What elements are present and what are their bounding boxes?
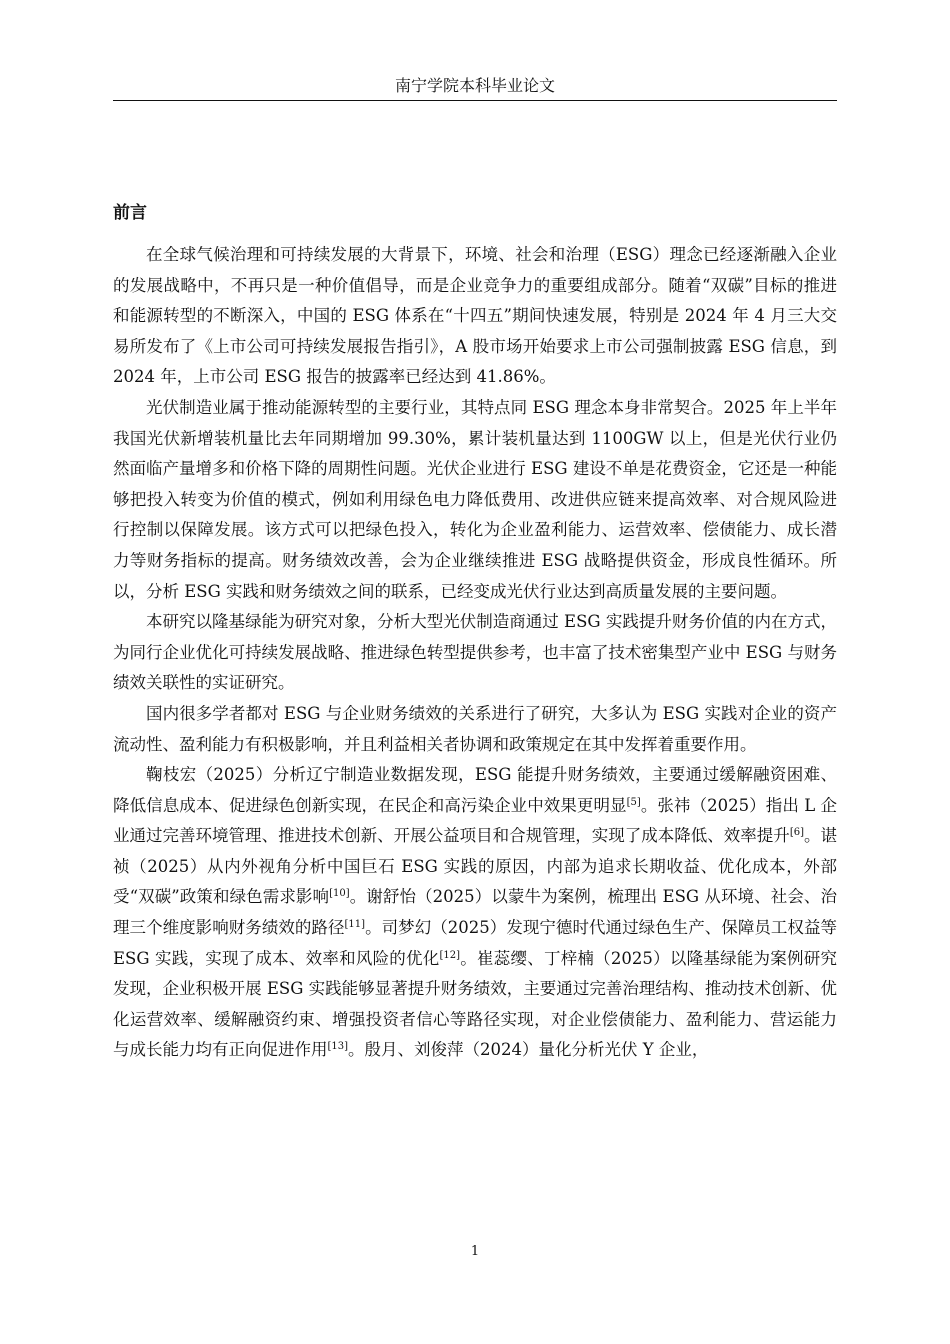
paragraph-text: 。司梦幻（2025）发现宁德时代通过绿色生产、保障员工权益等 ESG 实践，实现了成本、效率和风险的优化 <box>113 918 838 968</box>
body-paragraph <box>113 760 837 1066</box>
paragraph-text: 光伏制造业属于推动能源转型的主要行业，其特点同 ESG 理念本身非常契合。2025 年上半年我国光伏新增装机量比去年同期增加 99.30%，累计装机量达到 1100GW 以上，但是光伏行业仍然面临产量增多和价格下降的周期性问题。光伏企业进行 ESG 建设不单是花费资金，它还是一种能够把投入转变为价值的模式，例如利用绿色电力降低费用、改进供应链来提高效率、对合规风险进行控制以保障发展。该方式可以把绿色投入，转化为企业盈利能力、运营效率、偿债能力、成长潜力等财务指标的提高。财务绩效改善，会为企业继续推进 ESG 战略提供资金，形成良性循环。所以，分析 ESG 实践和财务绩效之间的联系，已经变成光伏行业达到高质量发展的主要问题。 <box>113 397 837 601</box>
paragraph-text: 在全球气候治理和可持续发展的大背景下，环境、社会和治理（ESG）理念已经逐渐融入企业的发展战略中，不再只是一种价值倡导，而是企业竞争力的重要组成部分。随着“双碳”目标的推进和能源转型的不断深入，中国的 ESG 体系在“十四五”期间快速发展，特别是 2024 年 4 月三大交易所发布了《上市公司可持续发展报告指引》，A 股市场开始要求上市公司强制披露 ESG 信息，到 2024 年，上市公司 ESG 报告的披露率已经达到 41.86%。 <box>113 245 837 387</box>
body-paragraph <box>113 699 837 760</box>
paragraph-text: 。谌祯（2025）从内外视角分析中国巨石 ESG 实践的原因，内部为追求长期收益、优化成本，外部受“双碳”政策和绿色需求影响 <box>113 826 838 907</box>
paragraph-text: 。谢舒怡（2025）以蒙牛为案例，梳理出 ESG 从环境、社会、治理三个维度影响财务绩效的路径 <box>113 887 837 938</box>
page-number: 1 <box>470 1244 480 1259</box>
citation-ref: [10] <box>329 888 350 900</box>
paragraph-text: 。张祎（2025）指出 L 企业通过完善环境管理、推进技术创新、开展公益项目和合规管理，实现了成本降低、效率提升 <box>113 795 837 846</box>
paragraph-text: 国内很多学者都对 ESG 与企业财务绩效的关系进行了研究，大多认为 ESG 实践对企业的资产流动性、盈利能力有积极影响，并且利益相关者协调和政策规定在其中发挥着重要作用。 <box>113 703 837 754</box>
citation-ref: [13] <box>327 1041 349 1053</box>
citation-ref: [12] <box>439 949 461 961</box>
citation-ref: [11] <box>344 919 366 931</box>
body-text <box>113 240 837 1066</box>
paragraph-text: 本研究以隆基绿能为研究对象，分析大型光伏制造商通过 ESG 实践提升财务价值的内在方式，为同行企业优化可持续发展战略、推进绿色转型提供参考，也丰富了技术密集型产业中 ESG 与财务绩效关联性的实证研究。 <box>113 612 837 693</box>
paragraph-text: 鞠枝宏（2025）分析辽宁制造业数据发现，ESG 能提升财务绩效，主要通过缓解融资困难、降低信息成本、促进绿色创新实现，在民企和高污染企业中效果更明显 <box>113 765 837 815</box>
citation-ref: [5] <box>626 796 641 808</box>
citation-ref: [6] <box>789 827 804 839</box>
body-paragraph <box>113 240 837 393</box>
body-paragraph <box>113 607 837 699</box>
body-paragraph <box>113 393 837 607</box>
paragraph-text: 。殷月、刘俊萍（2024）量化分析光伏 Y 企业， <box>348 1040 709 1060</box>
running-header: 南宁学院本科毕业论文 <box>394 76 555 95</box>
section-title: 前言 <box>113 203 147 223</box>
header-rule <box>113 100 837 101</box>
paragraph-text: 。崔蕊缨、丁梓楠（2025）以隆基绿能为案例研究发现，企业积极开展 ESG 实践能够显著提升财务绩效，主要通过完善治理结构、推动技术创新、优化运营效率、缓解融资约束、增强投资者信心等路径实现，对企业偿债能力、盈利能力、营运能力与成长能力均有正向促进作用 <box>113 948 837 1060</box>
